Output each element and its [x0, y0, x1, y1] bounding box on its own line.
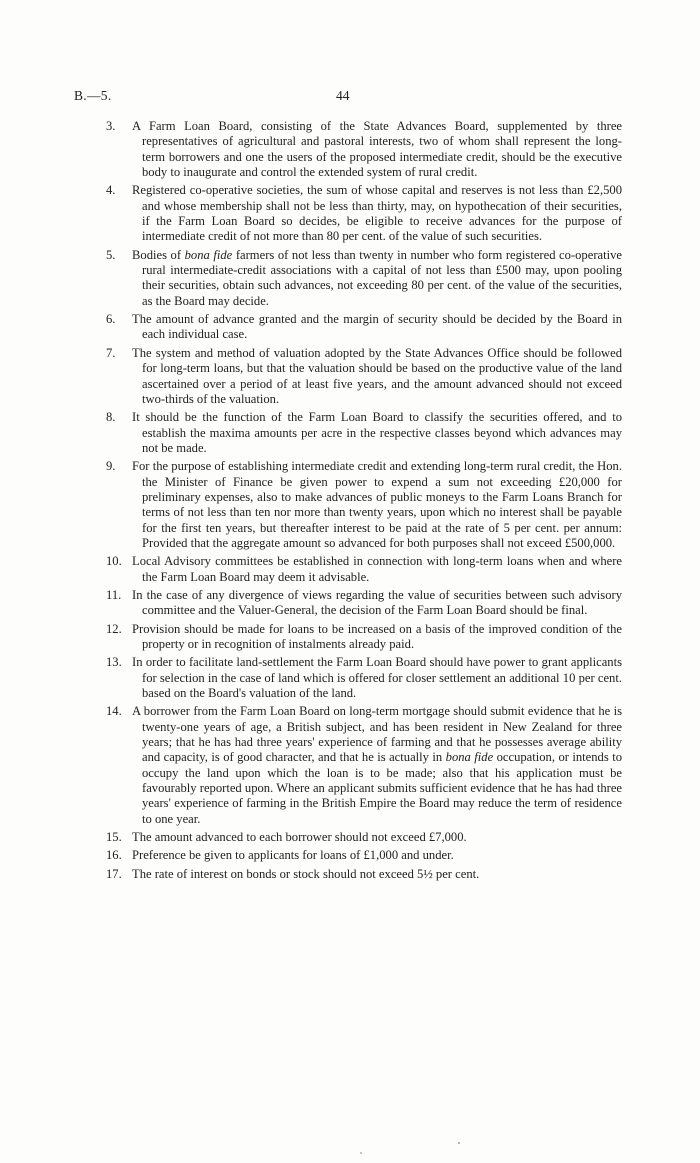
document-reference: B.—5.	[74, 88, 112, 103]
list-item	[106, 312, 622, 343]
item-number: 7.	[106, 345, 116, 360]
list-item	[106, 867, 622, 882]
list-item	[106, 622, 622, 653]
page-number: 44	[336, 88, 350, 103]
item-text: For the purpose of establishing intermediate credit and extending long-term rural credit, the Hon. the Minister of Finance be given power to expend a sum not exceeding £20,000 for preliminary expenses, also to make advances of public moneys to the Farm Loans Branch for terms of not less than ten nor more than twenty years, upon which no interest shall be payable for the first ten years, but thereafter interest to be paid at the rate of 5 per cent. per annum: Provided that the aggregate amount so advanced for both purposes shall not exceed £500,000.	[132, 459, 622, 550]
item-text: Registered co-operative societies, the sum of whose capital and reserves is not less than £2,500 and whose membership shall not be less than thirty, may, on hypothecation of their securities, if the Farm Loan Board so decides, be eligible to receive advances for the purpose of intermediate credit of not more than 80 per cent. of the value of such securities.	[132, 183, 622, 244]
list-item	[106, 704, 622, 827]
list-item	[106, 119, 622, 180]
item-text: A Farm Loan Board, consisting of the State Advances Board, supplemented by three representatives of agricultural and pastoral interests, two of whom shall represent the long-term borrowers and one the users of the proposed intermediate credit, should be the executive body to inaugurate and control the extended system of rural credit.	[132, 119, 622, 180]
item-number: 8.	[106, 410, 116, 425]
item-text-italic: bona fide	[184, 247, 233, 262]
item-text: Bodies of	[132, 247, 185, 262]
item-text: In the case of any divergence of views regarding the value of securities between such advisory committee and the Valuer-General, the decision of the Farm Loan Board should be final.	[132, 587, 622, 618]
list-item	[106, 459, 622, 551]
item-number: 3.	[106, 119, 116, 133]
item-text: It should be the function of the Farm Loan Board to classify the securities offered, and to establish the maxima amounts per acre in the respective classes beyond which advances may not be made.	[132, 410, 622, 455]
item-text: The rate of interest on bonds or stock should not exceed 5½ per cent.	[132, 866, 480, 881]
page-speck	[458, 1142, 460, 1144]
list-item	[106, 848, 622, 863]
item-text: A borrower from the Farm Loan Board on long-term mortgage should submit evidence that he is twenty-one years of age, a British subject, and has been resident in New Zealand for three years; that he has had three years' experience of farming and that he possesses average ability and capacity, is of good character, and that he is actually in	[132, 704, 622, 765]
item-number: 5.	[106, 247, 116, 262]
item-text: The amount advanced to each borrower should not exceed £7,000.	[132, 830, 467, 845]
item-number: 6.	[106, 312, 116, 327]
item-number: 10.	[106, 554, 122, 569]
item-text: The system and method of valuation adopted by the State Advances Office should be followed for long-term loans, but that the valuation should be based on the productive value of the land ascertained over a period of at least five years, and the amount advanced should not exceed two-thirds of the valuation.	[132, 345, 622, 406]
item-text: Preference be given to applicants for loans of £1,000 and under.	[132, 848, 454, 863]
item-text: Provision should be made for loans to be increased on a basis of the improved condition of the property or in recognition of instalments already paid.	[132, 621, 622, 651]
item-text: In order to facilitate land-settlement the Farm Loan Board should have power to grant applicants for selection in the case of land which is offered for closer settlement an additional 10 per cent. based on the Board's valuation of the land.	[132, 655, 622, 701]
list-item	[106, 830, 622, 845]
recommendations-list	[106, 119, 622, 885]
page-speck	[360, 1152, 362, 1154]
item-number: 16.	[106, 848, 122, 863]
list-item	[106, 346, 622, 407]
list-item	[106, 248, 622, 309]
list-item	[106, 655, 622, 701]
item-text-italic: bona fide	[445, 750, 494, 765]
item-number: 4.	[106, 183, 116, 198]
item-text: The amount of advance granted and the margin of security should be decided by the Board in each individual case.	[132, 312, 622, 342]
item-number: 17.	[106, 866, 122, 881]
item-text: Local Advisory committees be established in connection with long-term loans when and where the Farm Loan Board may deem it advisable.	[132, 554, 622, 584]
item-number: 12.	[106, 621, 122, 636]
list-item	[106, 588, 622, 619]
item-number: 13.	[106, 655, 122, 670]
list-item	[106, 410, 622, 456]
item-number: 15.	[106, 830, 122, 845]
item-number: 11.	[106, 587, 122, 602]
item-number: 14.	[106, 704, 122, 719]
page-header	[74, 88, 634, 106]
item-text: farmers of not less than twenty in number who form registered co-operative rural intermediate-credit associations with a capital of not less than £500 may, upon pooling their securities, obtain such advances, not exceeding 80 per cent. of the value of the securities, as the Board may decide.	[142, 247, 622, 308]
list-item	[106, 183, 622, 244]
list-item	[106, 554, 622, 585]
item-text: occupation, or intends to occupy the land upon which the loan is to be made; also that his application must be favourably reported upon. Where an applicant submits sufficient evidence that he has had three years' experience of farming in the British Empire the Board may reduce the term of residence to one year.	[142, 750, 622, 826]
item-number: 9.	[106, 459, 116, 474]
